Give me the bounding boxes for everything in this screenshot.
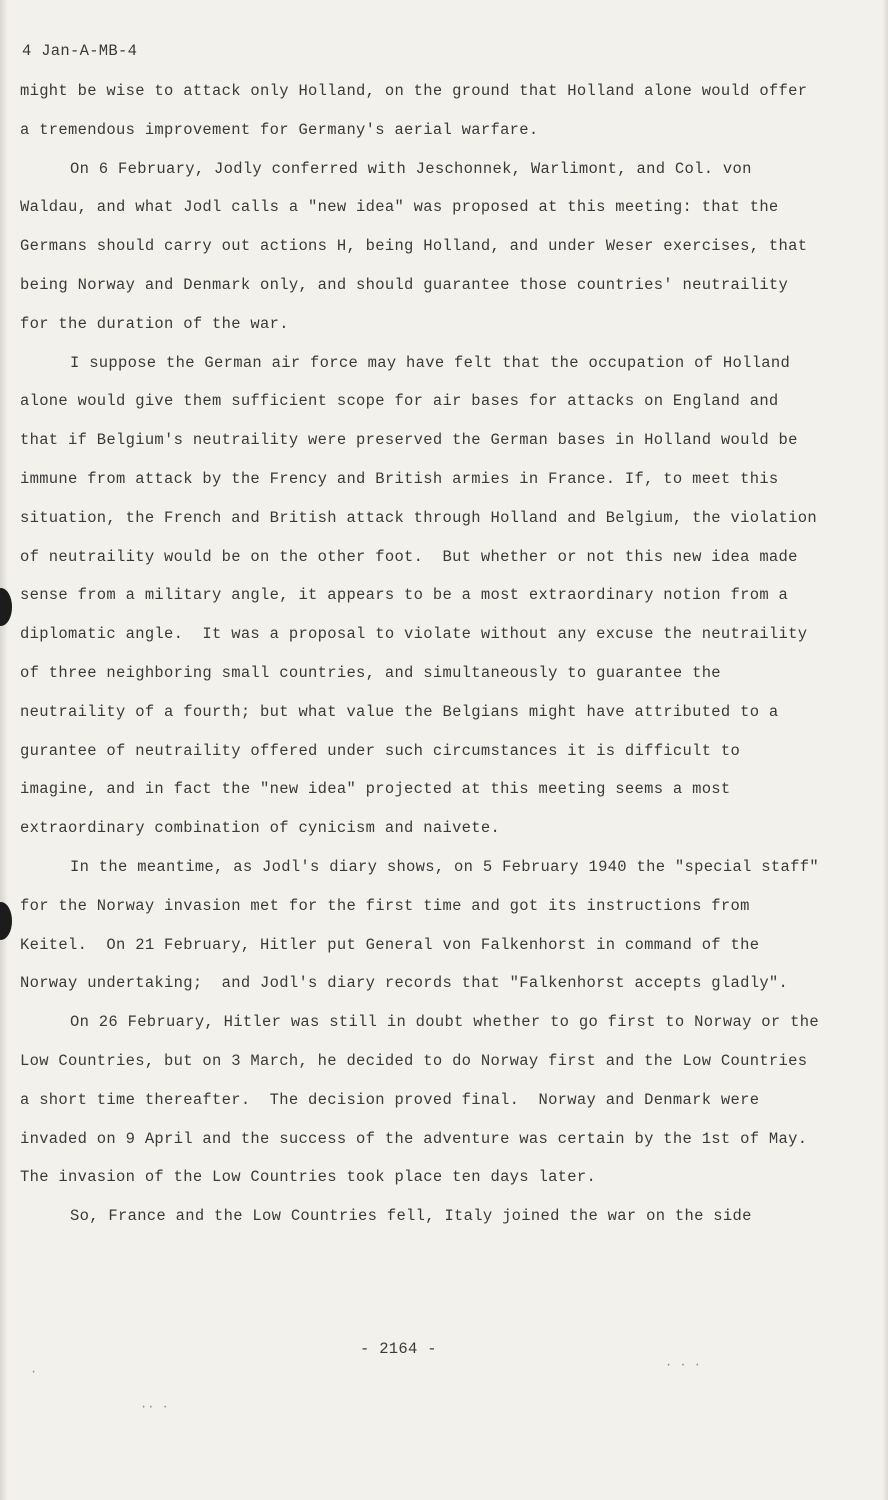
ink-smudge: ·· · bbox=[140, 1400, 169, 1414]
page-number: - 2164 - bbox=[360, 1340, 437, 1358]
paragraph: On 26 February, Hitler was still in doubt whether to go first to Norway or the Low Countries, but on 3 March, he decided to do Norway first and the Low Countries a short time thereafter. The decision proved final. Norway and Denmark were invaded on 9 April and the success of the adventure was certain by the 1st of May. The invasion of the Low Countries took place ten days later. bbox=[20, 1013, 829, 1187]
punch-hole bbox=[0, 902, 12, 940]
ink-smudge: · · · bbox=[665, 1358, 702, 1372]
paragraph: On 6 February, Jodly conferred with Jeschonnek, Warlimont, and Col. von Waldau, and what Jodl calls a "new idea" was proposed at this meeting: that the Germans should carry out actions H, being Holland, and under Weser exercises, that being Norway and Denmark only, and should guarantee those countries' neutraility for the duration of the war. bbox=[20, 159, 817, 333]
paragraph: So, France and the Low Countries fell, Italy joined the war on the side bbox=[70, 1207, 752, 1226]
document-body bbox=[20, 72, 829, 1236]
page-header: 4 Jan-A-MB-4 bbox=[22, 42, 138, 60]
paragraph: I suppose the German air force may have felt that the occupation of Holland alone would give them sufficient scope for air bases for attacks on England and that if Belgium's neutraility were preserved the German bases in Holland would be immune from attack by the Frency and British armies in France. If, to meet this situation, the French and British attack through Holland and Belgium, the violation of neutraility would be on the other foot. But whether or not this new idea made sense from a military angle, it appears to be a most extraordinary notion from a diplomatic angle. It was a proposal to violate without any excuse the neutraility of three neighboring small countries, and simultaneously to guarantee the neutraility of a fourth; but what value the Belgians might have attributed to a gurantee of neutraility offered under such circumstances it is difficult to imagine, and in fact the "new idea" projected at this meeting seems a most extraordinary combination of cynicism and naivete. bbox=[20, 353, 827, 838]
paragraph: In the meantime, as Jodl's diary shows, on 5 February 1940 the "special staff" for the Norway invasion met for the first time and got its instructions from Keitel. On 21 February, Hitler put General von Falkenhorst in command of the Norway undertaking; and Jodl's diary records that "Falkenhorst accepts gladly". bbox=[20, 857, 829, 993]
ink-smudge: · bbox=[30, 1365, 38, 1379]
paragraph: might be wise to attack only Holland, on the ground that Holland alone would offer a tremendous improvement for Germany's aerial warfare. bbox=[20, 82, 817, 139]
page-edge-shadow-right bbox=[882, 0, 888, 1500]
punch-hole bbox=[0, 588, 12, 626]
page-edge-shadow bbox=[0, 0, 8, 1500]
